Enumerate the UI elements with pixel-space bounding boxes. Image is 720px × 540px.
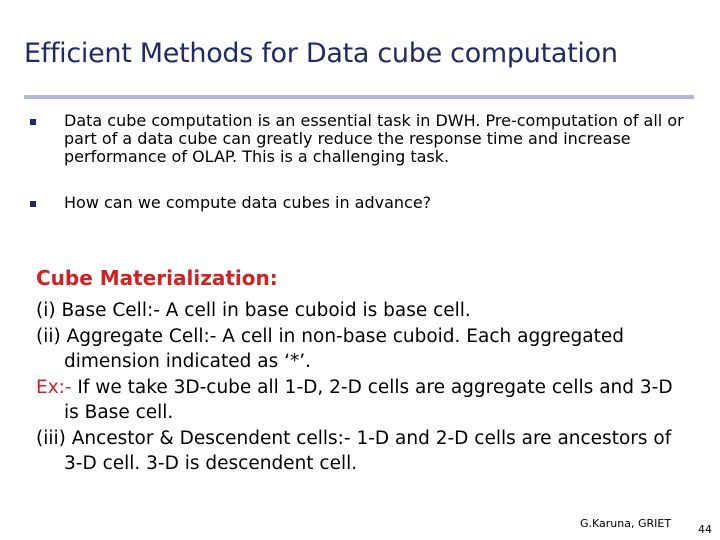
- base-cell-definition: (i) Base Cell:- A cell in base cuboid is base cell.: [36, 300, 471, 321]
- bullet-item: [30, 112, 690, 166]
- bullet-list: [30, 112, 690, 212]
- aggregate-cell-definition: (ii) Aggregate Cell:- A cell in non-base cuboid. Each aggregated dimension indicated as ‘*’.: [36, 325, 624, 372]
- footer-author: G.Karuna, GRIET: [580, 517, 672, 530]
- section-heading: Cube Materialization:: [36, 266, 278, 290]
- title-underline: [24, 95, 694, 99]
- page-number: 44: [698, 523, 712, 536]
- example-label: Ex:-: [36, 376, 72, 398]
- example-paragraph: [36, 375, 692, 426]
- definitions-block: [36, 298, 692, 477]
- example-text: If we take 3D-cube all 1-D, 2-D cells are aggregate cells and 3-D is Base cell.: [64, 376, 673, 423]
- bullet-item: [30, 194, 690, 212]
- square-bullet-icon: [30, 119, 36, 125]
- slide-title: Efficient Methods for Data cube computation: [24, 38, 618, 69]
- bullet-text: How can we compute data cubes in advance?: [64, 193, 432, 212]
- bullet-text: Data cube computation is an essential task in DWH. Pre-computation of all or part of a data cube can greatly reduce the response time and increase performance of OLAP. This is a challenging task.: [64, 111, 684, 166]
- ancestor-cell-definition: (iii) Ancestor & Descendent cells:- 1-D and 2-D cells are ancestors of 3-D cell. 3-D is descendent cell.: [36, 427, 672, 474]
- square-bullet-icon: [30, 201, 36, 207]
